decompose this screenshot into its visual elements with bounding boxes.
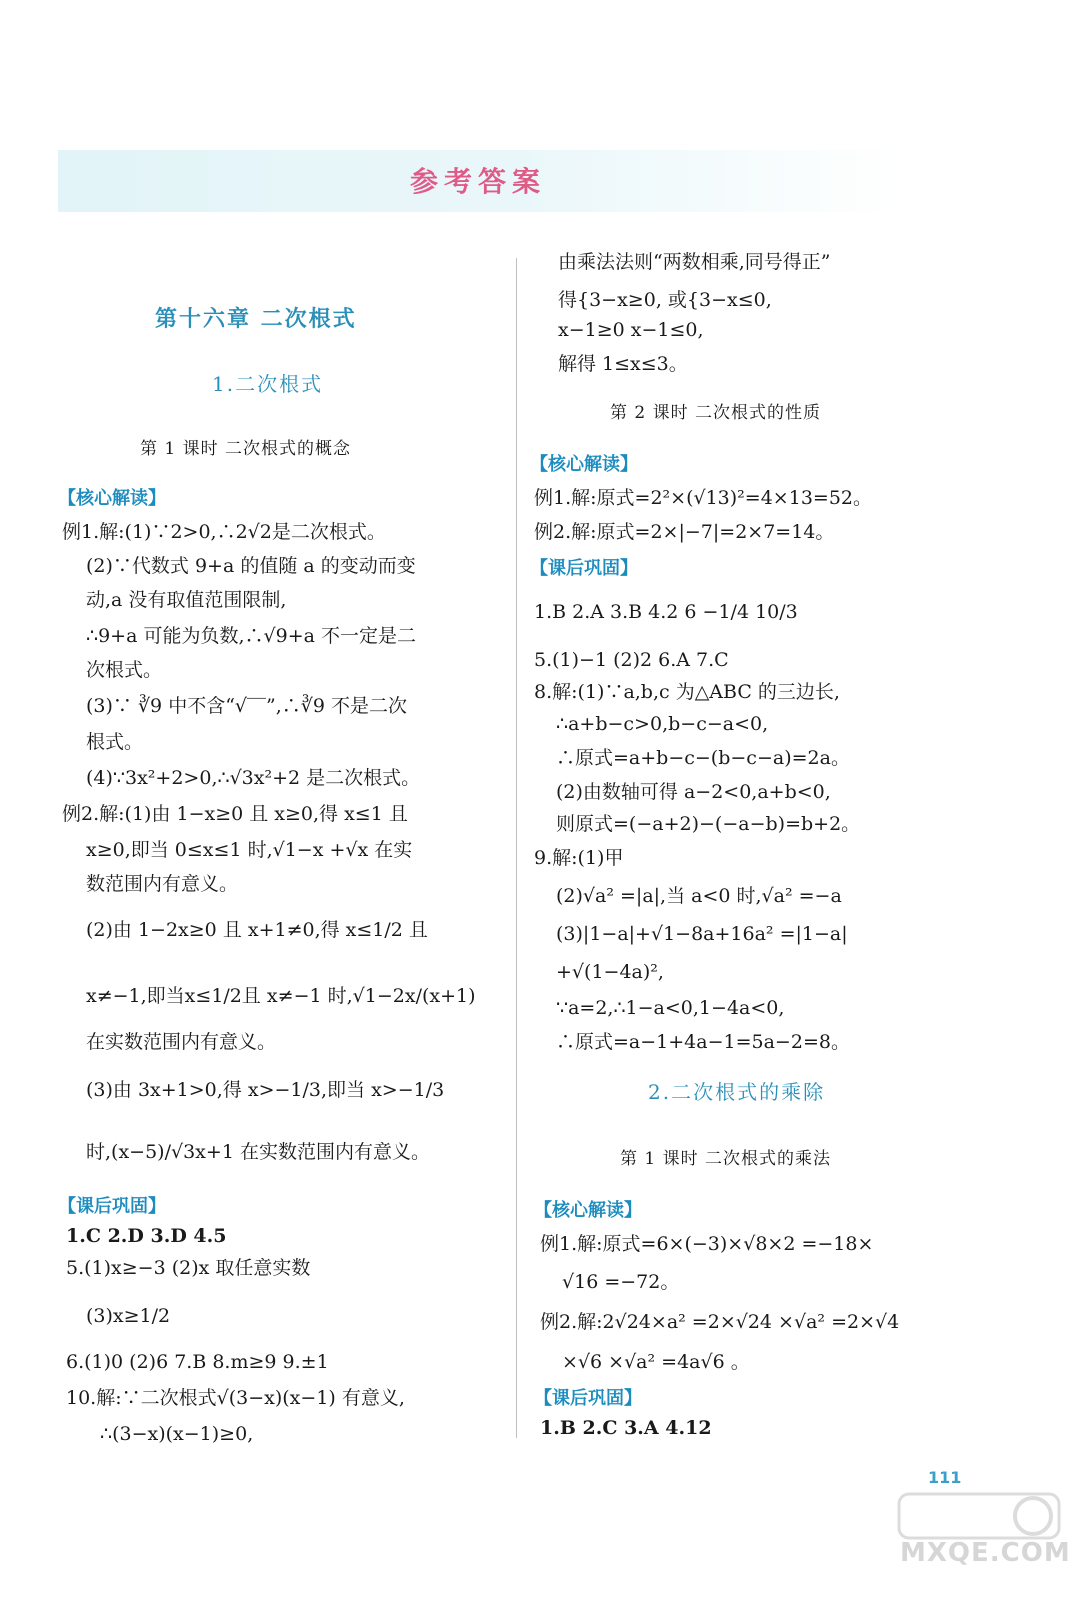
answer-line: 8.解:(1)∵a,b,c 为△ABC 的三边长, [534, 681, 840, 703]
answer-line: ∵a=2,∴1−a<0,1−4a<0, [556, 997, 785, 1019]
title-banner [58, 150, 898, 212]
watermark-text: MXQE.COM [900, 1538, 1071, 1568]
text-line: 例1.解:原式=6×(−3)×√8×2 =−18× [540, 1233, 874, 1255]
answer-line: 9.解:(1)甲 [534, 847, 624, 869]
lesson-title-right-2: 第 1 课时 二次根式的乘法 [620, 1149, 832, 1169]
text-line: ∴9+a 可能为负数,∴√9+a 不一定是二 [86, 625, 416, 647]
lesson-title-left: 第 1 课时 二次根式的概念 [140, 439, 352, 459]
text-line: 例1.解:原式=2²×(√13)²=4×13=52。 [534, 487, 873, 509]
answer-line: ∴原式=a+b−c−(b−c−a)=2a。 [556, 747, 850, 769]
text-line: √16 =−72。 [562, 1271, 680, 1293]
section-title-left: 1.二次根式 [212, 372, 324, 396]
text-line: 例2.解:原式=2×|−7|=2×7=14。 [534, 521, 835, 543]
text-line: 根式。 [86, 731, 144, 753]
column-divider [516, 258, 517, 1438]
answer-line: (2)由数轴可得 a−2<0,a+b<0, [556, 781, 831, 803]
text-line: 例2.解:2√24×a² =2×√24 ×√a² =2×√4 [540, 1311, 900, 1333]
answer-line: 10.解:∵二次根式√(3−x)(x−1) 有意义, [66, 1387, 405, 1409]
text-line: 例2.解:(1)由 1−x≥0 且 x≥0,得 x≤1 且 [62, 803, 408, 825]
text-line: (4)∵3x²+2>0,∴√3x²+2 是二次根式。 [86, 767, 421, 789]
text-line: ×√6 ×√a² =4a√6 。 [562, 1351, 750, 1373]
chapter-title: 第十六章 二次根式 [155, 307, 357, 332]
core-reading-tag-right: 【核心解读】 [530, 454, 638, 475]
answer-line: 1.B 2.A 3.B 4.2 6 −1/4 10/3 [534, 601, 798, 623]
core-reading-tag-right-2: 【核心解读】 [534, 1200, 642, 1221]
answer-line: (3)x≥1/2 [86, 1305, 171, 1327]
text-line: x≥0,即当 0≤x≤1 时,√1−x +√x 在实 [86, 839, 413, 861]
section-title-right: 2.二次根式的乘除 [648, 1080, 826, 1104]
answer-line: 6.(1)0 (2)6 7.B 8.m≥9 9.±1 [66, 1351, 329, 1373]
text-line: 动,a 没有取值范围限制, [86, 589, 287, 611]
text-line: 在实数范围内有意义。 [86, 1031, 277, 1053]
core-reading-tag-left: 【核心解读】 [58, 488, 166, 509]
answer-line: ∴(3−x)(x−1)≥0, [100, 1423, 254, 1445]
text-line: x−1≥0 x−1≤0, [558, 319, 704, 341]
page-number: 111 [928, 1468, 962, 1487]
text-line: x≠−1,即当x≤1/2且 x≠−1 时,√1−2x/(x+1) [86, 985, 476, 1007]
text-line: (2)由 1−2x≥0 且 x+1≠0,得 x≤1/2 且 [86, 919, 428, 941]
answer-line: 则原式=(−a+2)−(−a−b)=b+2。 [556, 813, 861, 835]
answer-line: ∴a+b−c>0,b−c−a<0, [556, 713, 769, 735]
answer-line: ∴原式=a−1+4a−1=5a−2=8。 [556, 1031, 850, 1053]
answer-line: 1.C 2.D 3.D 4.5 [66, 1225, 227, 1247]
answer-line: 5.(1)x≥−3 (2)x 取任意实数 [66, 1257, 311, 1279]
text-line: (2)∵代数式 9+a 的值随 a 的变动而变 [86, 555, 416, 577]
text-line: 次根式。 [86, 659, 163, 681]
consolidation-tag-left: 【课后巩固】 [58, 1196, 166, 1217]
text-line: (3)由 3x+1>0,得 x>−1/3,即当 x>−1/3 [86, 1079, 445, 1101]
text-line: 时,(x−5)/√3x+1 在实数范围内有意义。 [86, 1141, 430, 1163]
text-line: (3)∵ ∛9 中不含“√‾‾”,∴∛9 不是二次 [86, 695, 407, 717]
consolidation-tag-right-2: 【课后巩固】 [534, 1388, 642, 1409]
text-line: 由乘法法则“两数相乘,同号得正” [558, 251, 831, 273]
lesson-title-right-1: 第 2 课时 二次根式的性质 [610, 403, 822, 423]
answer-line: +√(1−4a)², [556, 961, 664, 983]
answer-line: (3)|1−a|+√1−8a+16a² =|1−a| [556, 923, 848, 945]
text-line: 解得 1≤x≤3。 [558, 353, 688, 375]
text-line: 例1.解:(1)∵2>0,∴2√2是二次根式。 [62, 521, 386, 543]
text-line: 得{3−x≥0, 或{3−x≤0, [558, 289, 772, 311]
text-line: 数范围内有意义。 [86, 873, 239, 895]
consolidation-tag-right: 【课后巩固】 [530, 558, 638, 579]
page-title: 参考答案 [409, 165, 546, 198]
answer-line: 1.B 2.C 3.A 4.12 [540, 1417, 712, 1439]
answer-line: 5.(1)−1 (2)2 6.A 7.C [534, 649, 729, 671]
answer-line: (2)√a² =|a|,当 a<0 时,√a² =−a [556, 885, 842, 907]
